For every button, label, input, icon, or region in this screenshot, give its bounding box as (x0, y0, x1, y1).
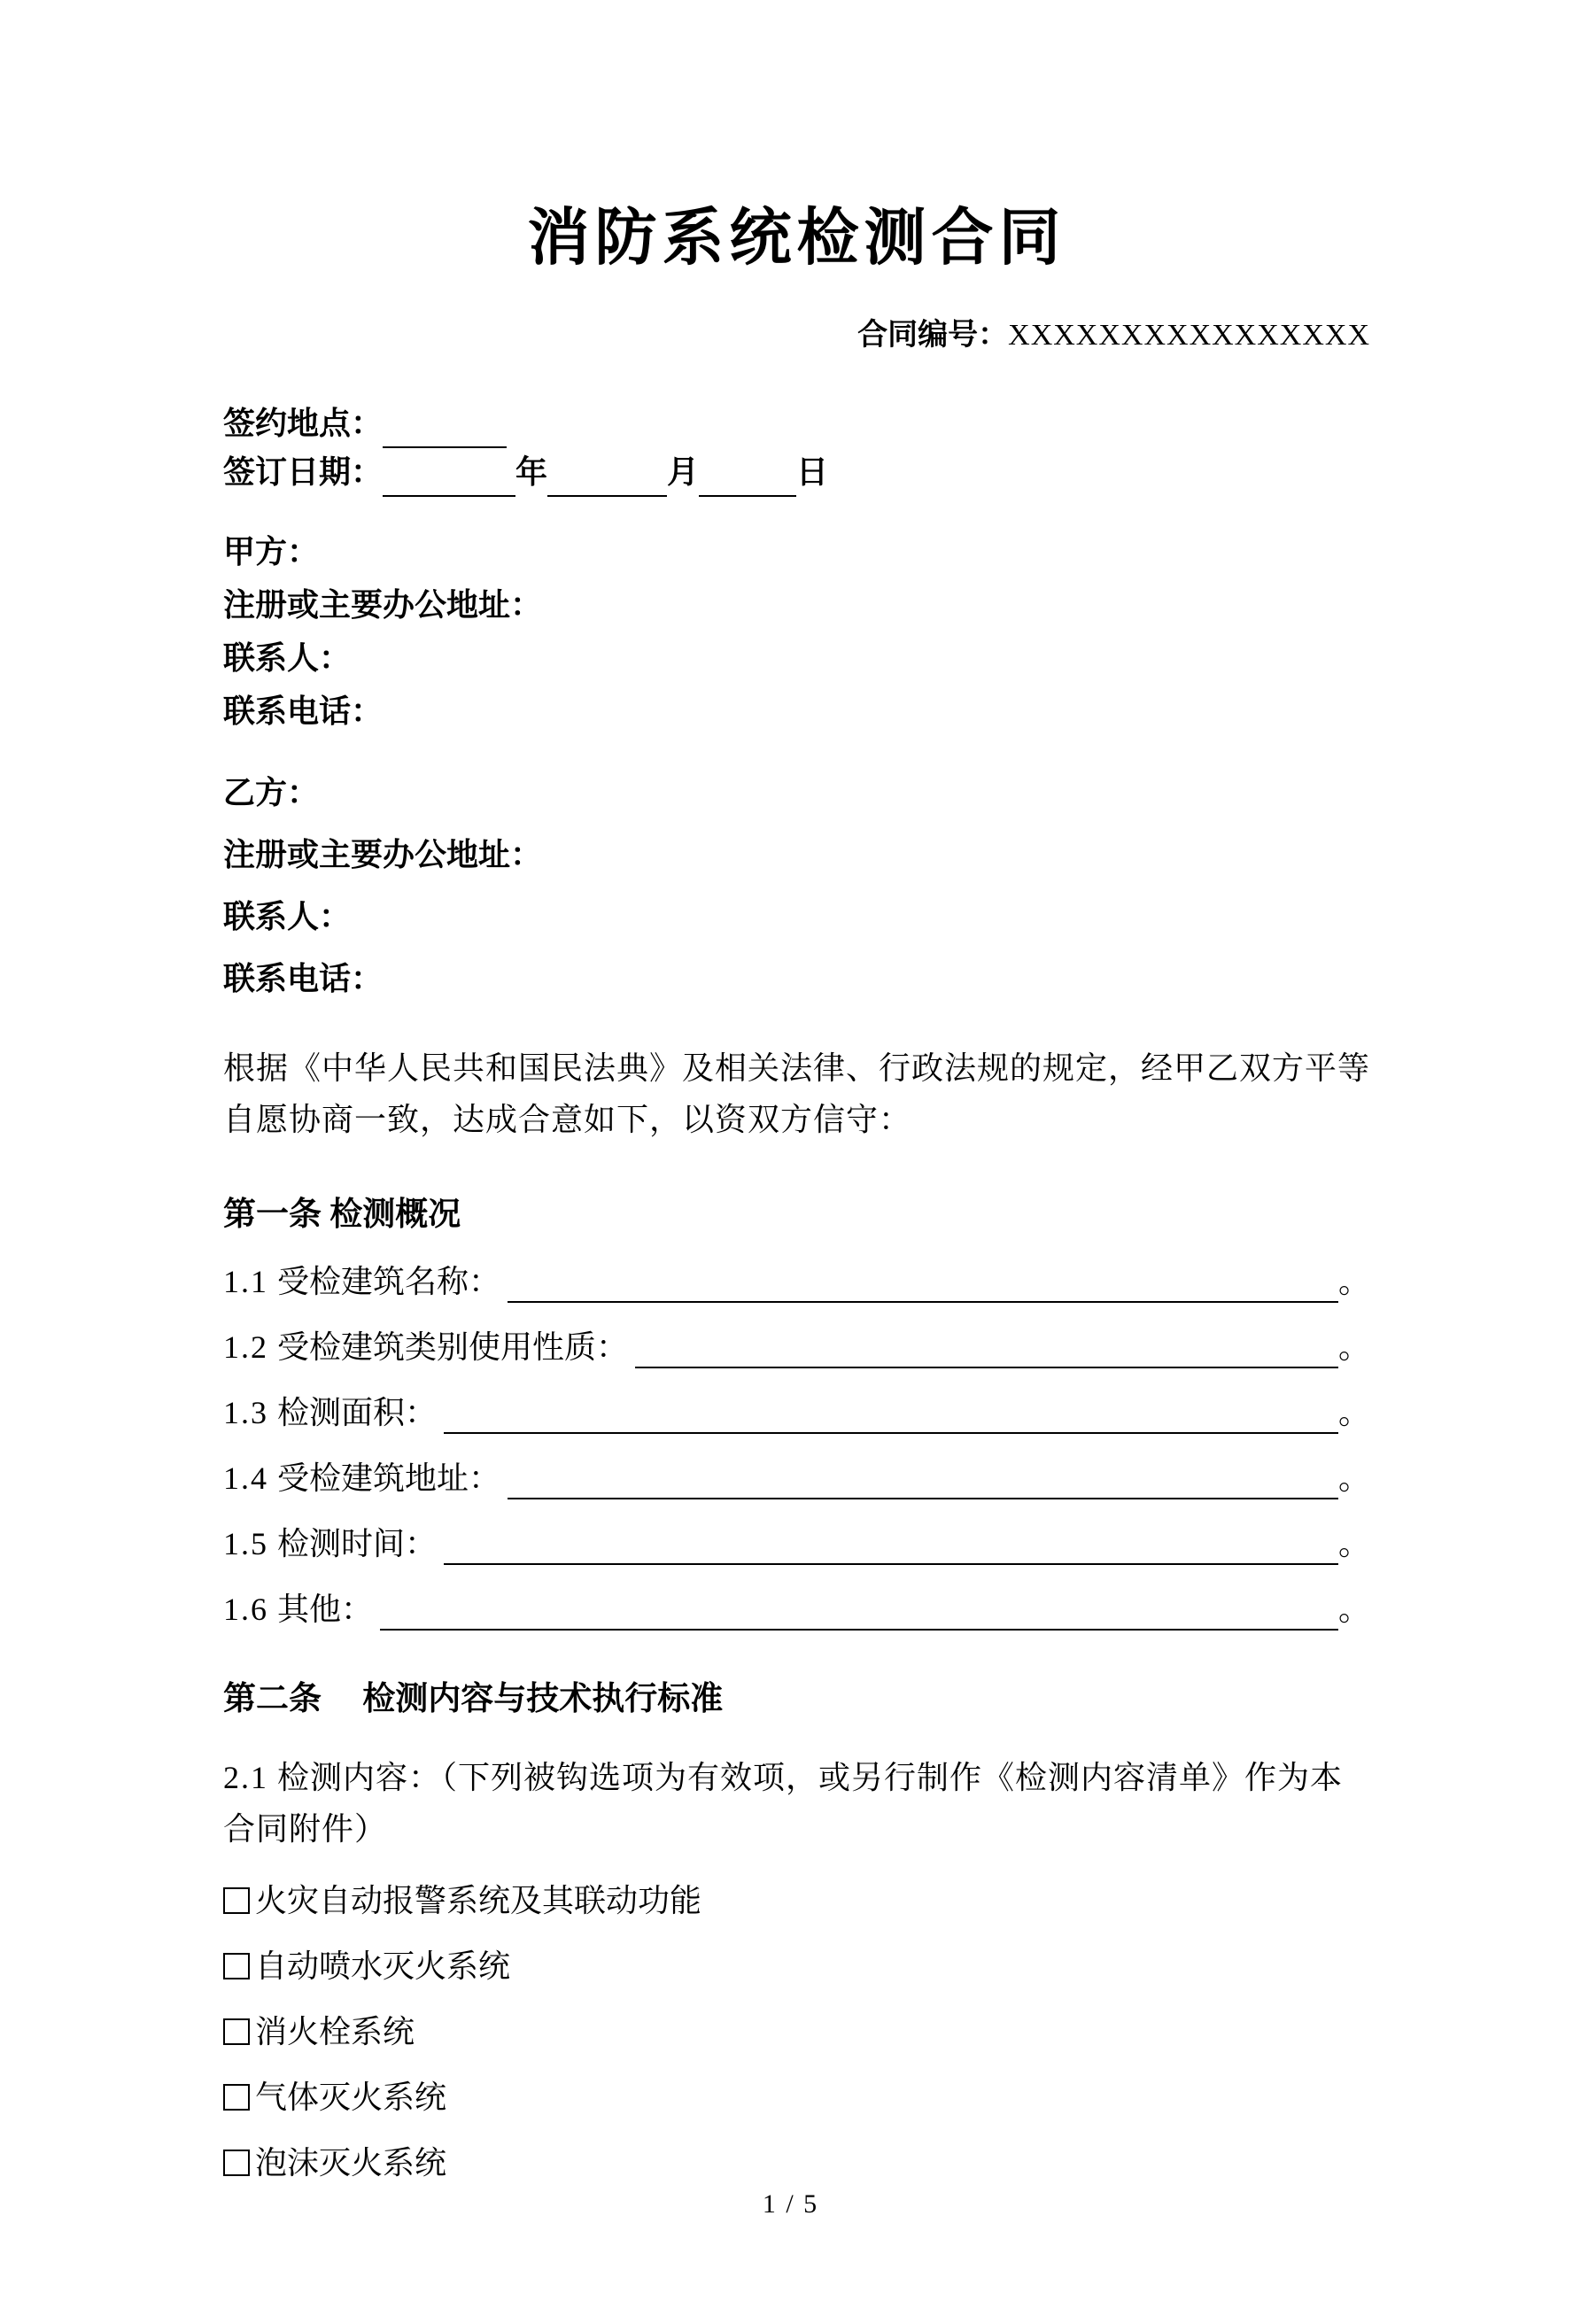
period-mark: 。 (1337, 1592, 1370, 1628)
section-2-heading: 第二条 检测内容与技术执行标准 (223, 1681, 724, 1718)
contract-number-line (223, 310, 1370, 353)
checkbox-icon (223, 2150, 250, 2176)
party-a-name-label: 甲方： (223, 534, 320, 569)
field-row-other (223, 1588, 1370, 1631)
section-2-intro-number: 2.1 (223, 1760, 268, 1796)
checkbox-row-hydrant (223, 2012, 1370, 2051)
contract-intro-paragraph: 根据《中华人民共和国民法典》及相关法律、行政法规的规定，经甲乙双方平等自愿协商一致，达成合意如下，以资双方信守： (223, 1050, 1371, 1138)
party-a-block (223, 529, 1370, 734)
checkbox-row-fire-alarm (223, 1881, 1370, 1920)
party-b-contact-label: 联系人： (223, 899, 352, 934)
blank-underline (635, 1333, 1338, 1368)
document-title: 消防系统检测合同 (527, 205, 1066, 273)
section-2-intro (223, 1753, 1370, 1855)
contract-number-label: 合同编号： (857, 319, 1009, 352)
field-label: 1.5 检测时间： (223, 1526, 438, 1562)
blank-underline (444, 1398, 1338, 1434)
field-label: 1.4 受检建筑地址： (223, 1460, 501, 1497)
field-label: 1.1 受检建筑名称： (223, 1264, 501, 1300)
signing-date-year-blank (383, 461, 515, 497)
field-row-inspection-time (223, 1522, 1370, 1565)
party-a-contact-label: 联系人： (223, 640, 352, 676)
signing-info-block (223, 399, 1370, 497)
signing-place-line (223, 399, 1370, 448)
signing-date-month-label: 月 (667, 454, 700, 490)
checkbox-label: 火灾自动报警系统及其联动功能 (255, 1883, 702, 1919)
checkbox-label: 消火栓系统 (255, 2014, 415, 2050)
field-label: 1.2 受检建筑类别使用性质： (223, 1329, 629, 1366)
signing-date-day-label: 日 (796, 454, 829, 490)
period-mark: 。 (1337, 1395, 1370, 1431)
checkbox-row-sprinkler (223, 1947, 1370, 1986)
signing-place-blank (383, 413, 507, 448)
section-2-intro-text: 检测内容：（下列被钩选项为有效项，或另行制作《检测内容清单》作为本合同附件） (223, 1760, 1344, 1847)
blank-underline (508, 1267, 1338, 1303)
checkbox-icon (223, 2084, 250, 2111)
period-mark: 。 (1337, 1460, 1370, 1497)
checkbox-row-gas-extinguishing (223, 2078, 1370, 2117)
signing-date-month-blank (547, 461, 667, 497)
blank-underline (444, 1530, 1338, 1565)
section-1-heading: 第一条 检测概况 (223, 1196, 461, 1233)
party-b-phone-label: 联系电话： (223, 961, 384, 996)
field-label: 1.3 检测面积： (223, 1395, 438, 1431)
blank-underline (380, 1595, 1338, 1631)
checkbox-icon (223, 1887, 250, 1914)
checkbox-label: 自动喷水灭火系统 (255, 1948, 511, 1985)
page-number: 1 / 5 (762, 2189, 819, 2219)
inspection-content-checkbox-list (223, 1881, 1370, 2182)
section-1-fields (223, 1260, 1370, 1631)
field-label: 1.6 其他： (223, 1592, 374, 1628)
party-b-address-label: 注册或主要办公地址： (223, 837, 543, 872)
signing-place-label: 签约地点： (223, 406, 384, 441)
field-row-inspection-area (223, 1391, 1370, 1434)
period-mark: 。 (1337, 1264, 1370, 1300)
checkbox-icon (223, 1953, 250, 1979)
party-b-name-label: 乙方： (223, 775, 320, 810)
period-mark: 。 (1337, 1329, 1370, 1366)
party-b-block (223, 770, 1370, 1002)
period-mark: 。 (1337, 1526, 1370, 1562)
field-row-building-name (223, 1260, 1370, 1303)
blank-underline (508, 1464, 1338, 1499)
checkbox-icon (223, 2018, 250, 2045)
signing-date-year-label: 年 (515, 454, 548, 490)
checkbox-row-foam-extinguishing (223, 2143, 1370, 2182)
field-row-building-address (223, 1457, 1370, 1499)
signing-date-day-blank (699, 461, 796, 497)
party-a-address-label: 注册或主要办公地址： (223, 587, 543, 623)
signing-date-line (223, 448, 1370, 497)
contract-number-value: XXXXXXXXXXXXXXXX (1008, 319, 1370, 352)
checkbox-label: 泡沫灭火系统 (255, 2145, 447, 2181)
checkbox-label: 气体灭火系统 (255, 2080, 447, 2116)
signing-date-label: 签订日期： (223, 454, 384, 490)
party-a-phone-label: 联系电话： (223, 693, 384, 729)
field-row-building-category (223, 1326, 1370, 1368)
